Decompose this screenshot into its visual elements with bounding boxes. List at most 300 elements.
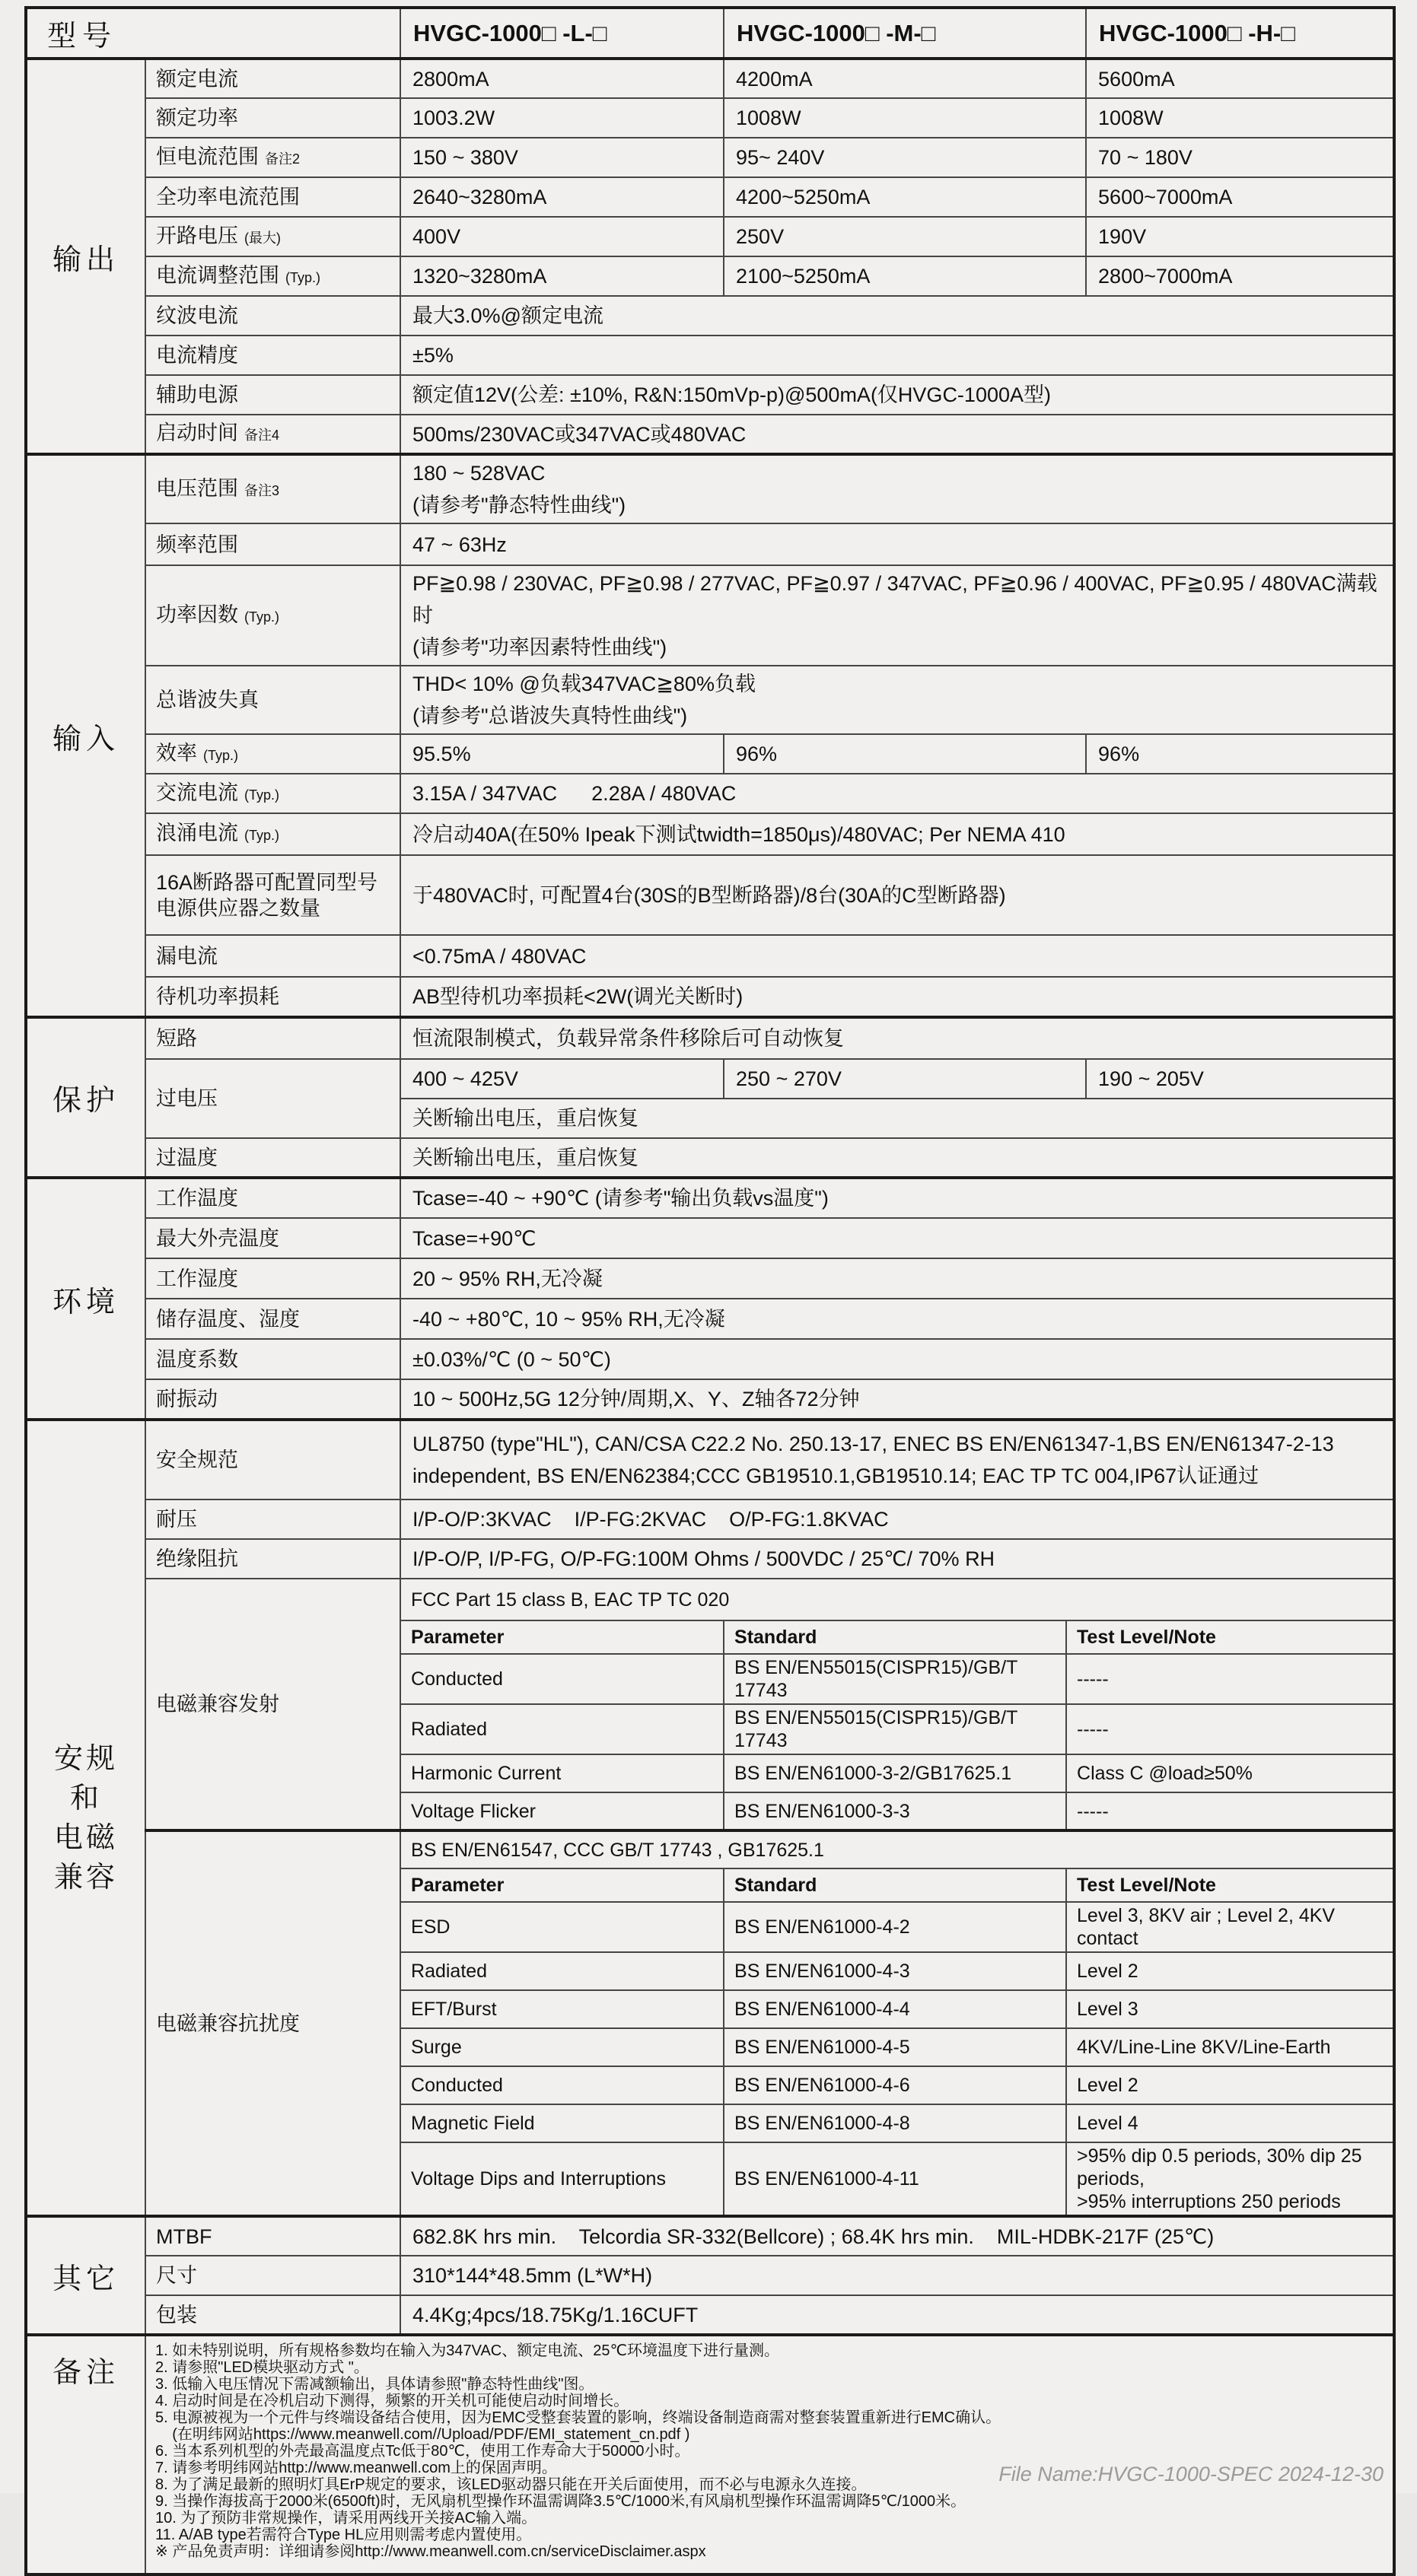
cell-text: 关断输出电压，重启恢复 <box>412 1146 639 1169</box>
cell-text: 关断输出电压，重启恢复 <box>412 1107 639 1130</box>
model-column-header <box>1086 8 1394 59</box>
table-row <box>26 2335 1394 2574</box>
value-cell <box>400 2066 724 2104</box>
subtable-header <box>724 1620 1066 1654</box>
subtable-header <box>400 1620 724 1654</box>
cell-text: 总谐波失真 <box>156 689 259 711</box>
value-cell <box>400 296 1394 336</box>
row-label <box>145 565 400 666</box>
value-cell <box>400 1754 724 1792</box>
row-label <box>145 1059 400 1138</box>
cell-text: BS EN/EN61000-4-5 <box>734 2037 910 2058</box>
cell-text: 电流精度 <box>156 344 238 367</box>
value-cell <box>1086 138 1394 177</box>
row-label <box>145 336 400 375</box>
cell-note-ref: (Typ.) <box>285 269 321 285</box>
cell-text: 全功率电流范围 <box>156 186 300 208</box>
cell-text: Conducted <box>411 1668 503 1690</box>
value-cell <box>724 1754 1066 1792</box>
cell-text: 500ms/230VAC或347VAC或480VAC <box>412 422 747 446</box>
value-cell <box>400 1299 1394 1339</box>
table-row <box>26 1258 1394 1299</box>
cell-text: 190 ~ 205V <box>1098 1067 1204 1090</box>
table-row <box>26 1017 1394 1059</box>
value-cell <box>400 774 1394 813</box>
cell-text: Level 3, 8KV air ; Level 2, 4KV contact <box>1077 1905 1341 1949</box>
text-line: 4. 启动时间是在冷机启动下测得，频繁的开关机可能使启动时间增长。 <box>155 2393 629 2409</box>
table-row <box>26 1178 1394 1218</box>
value-cell <box>724 1792 1066 1830</box>
cell-text: Harmonic Current <box>411 1763 562 1784</box>
value-cell <box>400 2216 1394 2256</box>
cell-text: 2640~3280mA <box>412 186 547 208</box>
cell-text: BS EN/EN61547, CCC GB/T 17743 , GB17625.1 <box>411 1839 824 1861</box>
cell-text: Magnetic Field <box>411 2113 535 2134</box>
value-cell <box>724 256 1086 296</box>
table-row <box>26 59 1394 98</box>
value-cell <box>400 2295 1394 2335</box>
value-cell <box>400 454 1394 523</box>
cell-text: 于480VAC时, 可配置4台(30S的B型断路器)/8台(30A的C型断路器) <box>412 883 1006 907</box>
value-cell <box>400 59 724 98</box>
value-cell <box>400 336 1394 375</box>
cell-text: 1008W <box>736 107 801 129</box>
cell-note-ref: 备注3 <box>244 482 280 498</box>
cell-text: EFT/Burst <box>411 1999 497 2020</box>
text-line: (在明纬网站https://www.meanwell.com//Upload/PDF/EMI_statement_cn.pdf ) <box>155 2426 690 2443</box>
value-cell <box>400 666 1394 734</box>
text-line: (请参考"静态特性曲线") <box>412 494 626 517</box>
cell-text: 恒流限制模式，负载异常条件移除后可自动恢复 <box>412 1027 845 1050</box>
text-line: THD< 10% @负载347VAC≧80%负载 <box>412 673 756 695</box>
row-label <box>145 98 400 138</box>
row-label <box>145 1420 400 1499</box>
text-line: PF≧0.98 / 230VAC, PF≧0.98 / 277VAC, PF≧0.97 / 347VAC, PF≧0.96 / 400VAC, PF≧0.95 / 480VAC满载时 <box>412 572 1377 627</box>
text-line: 安规 <box>53 1742 118 1775</box>
row-label <box>145 2216 400 2256</box>
value-cell <box>400 523 1394 565</box>
cell-text: 耐压 <box>156 1508 197 1531</box>
value-cell <box>400 1420 1394 1499</box>
cell-note-ref: (Typ.) <box>244 787 280 803</box>
cell-text: 额定值12V(公差: ±10%, R&N:150mVp-p)@500mA(仅HVGC-1000A型) <box>412 383 1051 406</box>
value-cell <box>1086 1059 1394 1099</box>
row-label <box>145 375 400 415</box>
text-line: 1. 如未特别说明，所有规格参数均在输入为347VAC、额定电流、25℃环境温度下进行量测。 <box>155 2342 779 2359</box>
value-cell <box>724 2104 1066 2142</box>
cell-text: 电压范围 <box>156 476 238 500</box>
value-cell <box>724 734 1086 774</box>
cell-text: 4KV/Line-Line 8KV/Line-Earth <box>1077 2037 1331 2058</box>
cell-text: 10 ~ 500Hz,5G 12分钟/周期,X、Y、Z轴各72分钟 <box>412 1388 860 1410</box>
value-cell <box>724 1704 1066 1754</box>
row-label <box>145 1218 400 1258</box>
value-cell <box>724 177 1086 217</box>
row-label <box>145 1138 400 1178</box>
table-row <box>26 454 1394 523</box>
cell-text: 190V <box>1098 225 1147 248</box>
cell-text: 辅助电源 <box>156 383 238 406</box>
text-line: ※ 产品免责声明：详细请参阅http://www.meanwell.com.cn/serviceDisclaimer.aspx <box>155 2543 706 2560</box>
cell-text: Level 3 <box>1077 1999 1138 2020</box>
model-column-header <box>400 8 724 59</box>
cell-text: Standard <box>734 1626 817 1648</box>
text-line: UL8750 (type"HL"), CAN/CSA C22.2 No. 250.13-17, ENEC BS EN/EN61347-1,BS EN/EN61347-2-13 <box>412 1433 1334 1455</box>
cell-text: 95~ 240V <box>736 146 825 169</box>
table-row <box>26 565 1394 666</box>
cell-text: 4200~5250mA <box>736 186 871 208</box>
model-row-label <box>26 8 400 59</box>
text-line: 6. 当本系列机型的外壳最高温度点Tc低于80℃，使用工作寿命大于50000小时。 <box>155 2443 690 2460</box>
value-cell <box>400 1830 1394 1868</box>
value-cell <box>724 1059 1086 1099</box>
cell-text: ±5% <box>412 344 454 367</box>
cell-text: 最大外壳温度 <box>156 1226 279 1250</box>
value-cell <box>400 977 1394 1017</box>
cell-text: 输出 <box>52 243 119 276</box>
value-cell <box>400 1654 724 1704</box>
value-cell <box>400 1178 1394 1218</box>
value-cell <box>400 1952 724 1990</box>
cell-text: ----- <box>1077 1800 1109 1822</box>
row-label <box>145 666 400 734</box>
cell-text: Surge <box>411 2037 462 2058</box>
cell-text: 250 ~ 270V <box>736 1067 842 1090</box>
cell-text: Level 4 <box>1077 2113 1138 2134</box>
cell-text: 频率范围 <box>156 533 238 556</box>
cell-text: 310*144*48.5mm (L*W*H) <box>412 2264 653 2287</box>
row-label <box>145 1830 400 2216</box>
cell-text: 待机功率损耗 <box>156 985 279 1008</box>
table-row <box>26 2256 1394 2295</box>
cell-text: 保护 <box>52 1085 119 1117</box>
value-cell <box>1086 98 1394 138</box>
value-cell <box>724 2028 1066 2066</box>
table-row <box>26 774 1394 813</box>
cell-text: 漏电流 <box>156 944 218 968</box>
cell-text: 5600~7000mA <box>1098 186 1233 208</box>
table-row <box>26 935 1394 977</box>
cell-text: 储存温度、湿度 <box>156 1307 300 1331</box>
value-cell <box>1066 1704 1394 1754</box>
cell-text: BS EN/EN55015(CISPR15)/GB/T 17743 <box>734 1707 1023 1751</box>
value-cell <box>400 217 724 256</box>
cell-text: 额定功率 <box>156 107 238 129</box>
cell-text: Test Level/Note <box>1077 1874 1216 1896</box>
cell-text: 电流调整范围 <box>156 263 279 287</box>
cell-text: 400 ~ 425V <box>412 1067 518 1090</box>
value-cell <box>400 1059 724 1099</box>
text-line: >95% interruptions 250 periods <box>1077 2191 1341 2212</box>
cell-text: 70 ~ 180V <box>1098 146 1193 169</box>
value-cell <box>1066 1792 1394 1830</box>
cell-text: BS EN/EN61000-4-6 <box>734 2075 910 2096</box>
table-row <box>26 98 1394 138</box>
cell-text: -40 ~ +80℃, 10 ~ 95% RH,无冷凝 <box>412 1307 725 1331</box>
row-label <box>145 1299 400 1339</box>
section-label <box>26 454 145 1017</box>
cell-text: Voltage Flicker <box>411 1800 536 1822</box>
value-cell <box>1066 1990 1394 2028</box>
cell-text: 4200mA <box>736 67 813 91</box>
row-label <box>145 935 400 977</box>
subtable-header <box>724 1868 1066 1902</box>
value-cell <box>400 855 1394 935</box>
cell-text: Parameter <box>411 1626 505 1648</box>
row-label <box>145 1258 400 1299</box>
row-label <box>145 217 400 256</box>
cell-note-ref: 备注4 <box>244 428 280 443</box>
cell-text: 冷启动40A(在50% Ipeak下测试twidth=1850μs)/480VAC; Per NEMA 410 <box>412 822 1065 846</box>
cell-text: BS EN/EN61000-3-3 <box>734 1800 910 1822</box>
cell-text: <0.75mA / 480VAC <box>412 944 587 968</box>
cell-text: 4.4Kg;4pcs/18.75Kg/1.16CUFT <box>412 2303 699 2326</box>
cell-text: Tcase=+90℃ <box>412 1226 537 1250</box>
cell-text: 1320~3280mA <box>412 265 547 288</box>
cell-text: 2800mA <box>412 67 489 91</box>
value-cell <box>1086 217 1394 256</box>
table-row <box>26 1138 1394 1178</box>
cell-text: 备注 <box>52 2357 119 2389</box>
table-row <box>26 256 1394 296</box>
cell-text: 250V <box>736 225 785 248</box>
table-row <box>26 977 1394 1017</box>
value-cell <box>1066 2066 1394 2104</box>
value-cell <box>1066 1654 1394 1704</box>
value-cell <box>724 138 1086 177</box>
cell-text: 环境 <box>52 1286 119 1318</box>
cell-text: 过温度 <box>156 1146 218 1169</box>
text-line: >95% dip 0.5 periods, 30% dip 25 periods, <box>1077 2145 1368 2190</box>
cell-text: 150 ~ 380V <box>412 146 518 169</box>
text-line: 11. A/AB type若需符合Type HL应用则需考虑内置使用。 <box>155 2527 532 2543</box>
cell-text: 型号 <box>47 21 118 52</box>
value-cell <box>1066 2028 1394 2066</box>
row-label <box>145 138 400 177</box>
cell-text: ±0.03%/℃ (0 ~ 50℃) <box>412 1347 611 1371</box>
table-row <box>26 523 1394 565</box>
value-cell <box>400 2104 724 2142</box>
value-cell <box>400 565 1394 666</box>
cell-text: HVGC-1000□ -M-□ <box>737 19 936 46</box>
file-name-note: File Name:HVGC-1000-SPEC 2024-12-30 <box>998 2463 1384 2485</box>
table-row <box>26 1218 1394 1258</box>
table-row <box>26 1059 1394 1099</box>
value-cell <box>1086 177 1394 217</box>
table-row <box>26 2216 1394 2256</box>
section-label <box>26 2335 145 2574</box>
cell-text: 耐振动 <box>156 1388 218 1410</box>
text-line: 3. 低输入电压情况下需减额输出，具体请参照"静态特性曲线"图。 <box>155 2376 594 2393</box>
value-cell <box>400 1579 1394 1620</box>
cell-text: 95.5% <box>412 743 471 765</box>
value-cell <box>400 935 1394 977</box>
row-label <box>145 256 400 296</box>
cell-text: Conducted <box>411 2075 503 2096</box>
table-row <box>26 177 1394 217</box>
row-label <box>145 454 400 523</box>
cell-text: 1003.2W <box>412 107 495 129</box>
row-label <box>145 813 400 855</box>
table-row <box>26 1299 1394 1339</box>
text-line: 和 <box>69 1782 102 1814</box>
value-cell <box>724 59 1086 98</box>
table-row <box>26 1830 1394 1868</box>
value-cell <box>400 1499 1394 1539</box>
table-row <box>26 855 1394 935</box>
cell-text: 尺寸 <box>156 2264 197 2287</box>
cell-text: 电磁兼容抗扰度 <box>156 2012 300 2035</box>
spec-table <box>24 6 1396 2576</box>
table-row <box>26 666 1394 734</box>
value-cell <box>724 98 1086 138</box>
cell-text: Voltage Dips and Interruptions <box>411 2168 666 2190</box>
value-cell <box>400 2028 724 2066</box>
value-cell <box>400 1258 1394 1299</box>
cell-text: 20 ~ 95% RH,无冷凝 <box>412 1267 603 1290</box>
cell-text: 3.15A / 347VAC 2.28A / 480VAC <box>412 782 737 805</box>
value-cell <box>1086 734 1394 774</box>
cell-text: 安全规范 <box>156 1449 238 1471</box>
row-label <box>145 855 400 935</box>
table-row <box>26 1339 1394 1379</box>
cell-text: Class C @load≥50% <box>1077 1763 1253 1784</box>
row-label <box>145 977 400 1017</box>
value-cell <box>400 813 1394 855</box>
table-row <box>26 336 1394 375</box>
cell-text: 启动时间 <box>156 421 238 444</box>
cell-text: 开路电压 <box>156 224 238 247</box>
table-row <box>26 2295 1394 2335</box>
text-line: (请参考"总谐波失真特性曲线") <box>412 704 688 727</box>
cell-text: AB型待机功率损耗<2W(调光关断时) <box>412 985 744 1008</box>
cell-text: 其它 <box>52 2263 119 2295</box>
cell-text: 绝缘阻抗 <box>156 1547 238 1570</box>
row-label <box>145 774 400 813</box>
cell-text: 2800~7000mA <box>1098 265 1233 288</box>
table-row <box>26 813 1394 855</box>
cell-text: 交流电流 <box>156 781 238 804</box>
cell-text: HVGC-1000□ -H-□ <box>1099 19 1295 46</box>
value-cell <box>724 217 1086 256</box>
cell-text: BS EN/EN61000-4-3 <box>734 1961 910 1982</box>
value-cell <box>400 734 724 774</box>
cell-text: ----- <box>1077 1668 1109 1690</box>
value-cell <box>400 1017 1394 1059</box>
row-label <box>145 2256 400 2295</box>
table-row <box>26 1379 1394 1420</box>
value-cell <box>400 98 724 138</box>
cell-text: 恒电流范围 <box>156 145 259 168</box>
value-cell <box>400 415 1394 454</box>
row-label <box>145 1178 400 1218</box>
cell-text: Level 2 <box>1077 1961 1138 1982</box>
cell-text: BS EN/EN61000-4-4 <box>734 1999 910 2020</box>
row-label <box>145 1539 400 1579</box>
model-column-header <box>724 8 1086 59</box>
row-label <box>145 296 400 336</box>
row-label <box>145 1017 400 1059</box>
subtable-header <box>400 1868 724 1902</box>
value-cell <box>724 2066 1066 2104</box>
value-cell <box>400 1704 724 1754</box>
cell-text: BS EN/EN55015(CISPR15)/GB/T 17743 <box>734 1657 1023 1701</box>
cell-text: Standard <box>734 1874 817 1896</box>
value-cell <box>400 1990 724 2028</box>
cell-text: Radiated <box>411 1961 488 1982</box>
table-row <box>26 375 1394 415</box>
cell-text: 96% <box>736 743 778 765</box>
text-line: independent, BS EN/EN62384;CCC GB19510.1,GB19510.14; EAC TP TC 004,IP67认证通过 <box>412 1465 1259 1487</box>
cell-text: 短路 <box>156 1027 197 1050</box>
value-cell <box>400 1902 724 1952</box>
table-row <box>26 1579 1394 1620</box>
row-label <box>145 1379 400 1420</box>
cell-text: 682.8K hrs min. Telcordia SR-332(Bellcore) ; 68.4K hrs min. MIL-HDBK-217F (25℃) <box>412 2225 1215 2248</box>
table-row <box>26 296 1394 336</box>
text-line: 5. 电源被视为一个元件与终端设备结合使用，因为EMC受整套装置的影响，终端设备制造商需对整套装置重新进行EMC确认。 <box>155 2409 1001 2426</box>
section-label <box>26 1017 145 1178</box>
row-label <box>145 1579 400 1830</box>
cell-text: BS EN/EN61000-4-11 <box>734 2168 919 2190</box>
cell-text: BS EN/EN61000-4-2 <box>734 1916 910 1938</box>
value-cell <box>1066 2142 1394 2216</box>
text-line: 电磁 <box>53 1821 118 1854</box>
subtable-header <box>1066 1620 1394 1654</box>
cell-note-ref: (Typ.) <box>203 747 239 763</box>
table-row <box>26 1499 1394 1539</box>
cell-text: Radiated <box>411 1719 488 1740</box>
value-cell <box>400 375 1394 415</box>
cell-text: 额定电流 <box>156 67 238 91</box>
table-row <box>26 1539 1394 1579</box>
value-cell <box>400 1339 1394 1379</box>
cell-note-ref: (最大) <box>244 230 281 246</box>
notes-cell <box>145 2335 1394 2574</box>
value-cell <box>400 138 724 177</box>
cell-text: 47 ~ 63Hz <box>412 533 507 556</box>
cell-text: 包装 <box>156 2303 197 2326</box>
value-cell <box>724 2142 1066 2216</box>
cell-note-ref: (Typ.) <box>244 828 280 843</box>
cell-text: MTBF <box>156 2225 212 2248</box>
value-cell <box>400 256 724 296</box>
value-cell <box>724 1902 1066 1952</box>
row-label <box>145 523 400 565</box>
cell-text: 工作湿度 <box>156 1267 238 1290</box>
cell-text: 温度系数 <box>156 1347 238 1371</box>
table-row <box>26 138 1394 177</box>
cell-text: 16A断路器可配置同型号电源供应器之数量 <box>156 870 378 920</box>
cell-text: BS EN/EN61000-4-8 <box>734 2113 910 2134</box>
cell-text: 1008W <box>1098 107 1164 129</box>
row-label <box>145 1499 400 1539</box>
section-label <box>26 1420 145 2216</box>
cell-text: 5600mA <box>1098 67 1175 91</box>
cell-text: HVGC-1000□ -L-□ <box>413 19 607 46</box>
text-line: 10. 为了预防非常规操作，请采用两线开关接AC输入端。 <box>155 2510 537 2527</box>
cell-text: I/P-O/P, I/P-FG, O/P-FG:100M Ohms / 500VDC / 25℃/ 70% RH <box>412 1547 995 1570</box>
value-cell <box>400 1099 1394 1138</box>
cell-text: 电磁兼容发射 <box>156 1693 279 1716</box>
value-cell <box>1086 256 1394 296</box>
value-cell <box>1086 59 1394 98</box>
cell-text: Tcase=-40 ~ +90℃ (请参考"输出负载vs温度") <box>412 1187 829 1210</box>
text-line: 180 ~ 528VAC <box>412 462 546 485</box>
text-line: 7. 请参考明纬网站http://www.meanwell.com上的保固声明。 <box>155 2460 557 2476</box>
section-label <box>26 59 145 454</box>
cell-text: 工作温度 <box>156 1187 238 1210</box>
